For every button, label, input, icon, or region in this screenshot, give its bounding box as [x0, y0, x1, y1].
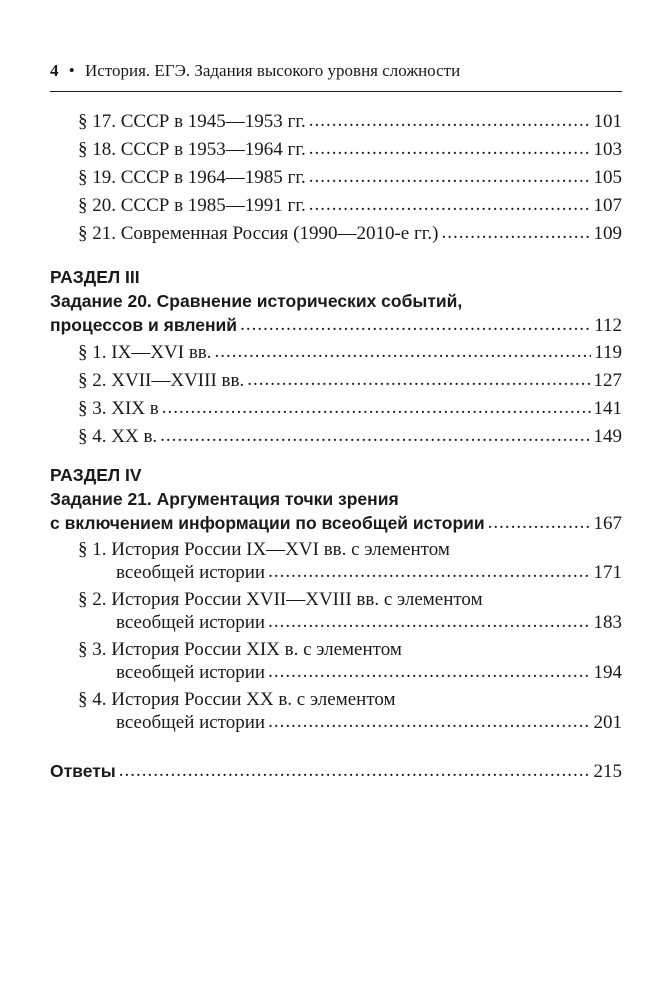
dot-leader	[442, 221, 591, 245]
toc-entry-page: 127	[593, 370, 622, 391]
dot-leader	[160, 424, 590, 448]
toc-entry-page: 201	[593, 712, 622, 733]
toc-entry-page: 103	[593, 139, 622, 160]
section-heading: РАЗДЕЛ IV	[50, 465, 142, 485]
dot-leader	[309, 109, 591, 133]
dot-leader	[247, 368, 590, 392]
toc-task-entry[interactable]	[50, 511, 622, 536]
section-heading: РАЗДЕЛ III	[50, 267, 140, 287]
toc-entry[interactable]	[78, 341, 622, 365]
toc-entry-page: 112	[594, 315, 622, 336]
toc-entry-page: 183	[593, 612, 622, 633]
toc-entry-page: 109	[593, 223, 622, 244]
toc-entry-page: 107	[593, 195, 622, 216]
toc-task-entry[interactable]	[50, 313, 622, 338]
toc-entry-page: 149	[593, 426, 622, 447]
header-bullet: •	[68, 61, 75, 80]
dot-leader	[162, 396, 591, 420]
toc-entry-title: § 4. XX в.	[78, 426, 158, 447]
toc-entry[interactable]	[78, 222, 622, 246]
task-title-line: процессов и явлений	[50, 315, 238, 335]
task-title-line: Задание 21. Аргументация точки зрения	[50, 489, 399, 509]
toc-entry-title: § 21. Современная Россия (1990—2010-е гг.)	[78, 223, 439, 244]
toc-entry-title: § 19. СССР в 1964—1985 гг.	[78, 167, 306, 188]
toc-entry[interactable]	[116, 561, 622, 585]
toc-entry-title-line2: всеобщей истории	[116, 662, 266, 683]
dot-leader	[488, 511, 591, 535]
toc-entry-page: 194	[593, 662, 622, 683]
dot-leader	[268, 610, 590, 634]
dot-leader	[119, 759, 591, 783]
toc-entry[interactable]	[116, 611, 622, 635]
toc-entry-title: § 17. СССР в 1945—1953 гг.	[78, 111, 306, 132]
toc-entry[interactable]	[78, 110, 622, 134]
toc-entry-title: § 18. СССР в 1953—1964 гг.	[78, 139, 306, 160]
toc-entry-title-line1: § 3. История России XIX в. с элементом	[78, 639, 402, 660]
task-title-line: с включением информации по всеобщей истории	[50, 513, 485, 533]
header-title: История. ЕГЭ. Задания высокого уровня сложности	[84, 61, 461, 80]
toc-entry-title-line1: § 2. История России XVII—XVIII вв. с элементом	[78, 589, 483, 610]
toc-entry-page: 105	[593, 167, 622, 188]
dot-leader	[309, 193, 591, 217]
answers-title: Ответы	[50, 761, 116, 781]
toc-entry[interactable]	[78, 397, 622, 421]
toc-entry-title: § 3. XIX в	[78, 398, 159, 419]
toc-entry[interactable]	[78, 138, 622, 162]
toc-entry-page: 167	[593, 513, 622, 534]
toc-entry-title: § 2. XVII—XVIII вв.	[78, 370, 245, 391]
dot-leader	[309, 137, 591, 161]
toc-entry-page: 119	[594, 342, 622, 363]
toc-entry-title-line1: § 4. История России XX в. с элементом	[78, 689, 396, 710]
toc-answers-entry[interactable]	[50, 759, 622, 784]
toc-entry[interactable]	[116, 661, 622, 685]
dot-leader	[240, 313, 591, 337]
toc-entry[interactable]	[78, 194, 622, 218]
dot-leader	[268, 710, 590, 734]
toc-entry-title: § 1. IX—XVI вв.	[78, 342, 212, 363]
toc-entry[interactable]	[78, 166, 622, 190]
dot-leader	[215, 340, 592, 364]
task-title-line: Задание 20. Сравнение исторических событий,	[50, 291, 463, 311]
toc-entry-page: 215	[593, 761, 622, 782]
page-number: 4	[50, 61, 59, 80]
toc-entry-title-line2: всеобщей истории	[116, 712, 266, 733]
dot-leader	[309, 165, 591, 189]
toc-entry-title-line2: всеобщей истории	[116, 612, 266, 633]
toc-entry-title-line2: всеобщей истории	[116, 562, 266, 583]
dot-leader	[268, 560, 590, 584]
running-header	[50, 61, 622, 91]
toc-entry-page: 101	[593, 111, 622, 132]
toc-entry[interactable]	[78, 369, 622, 393]
toc-entry[interactable]	[78, 425, 622, 449]
header-rule	[50, 91, 622, 92]
toc-entry-page: 141	[593, 398, 622, 419]
toc-entry[interactable]	[116, 711, 622, 735]
toc-entry-page: 171	[593, 562, 622, 583]
dot-leader	[268, 660, 590, 684]
toc-entry-title: § 20. СССР в 1985—1991 гг.	[78, 195, 306, 216]
toc-entry-title-line1: § 1. История России IX—XVI вв. с элементом	[78, 539, 450, 560]
